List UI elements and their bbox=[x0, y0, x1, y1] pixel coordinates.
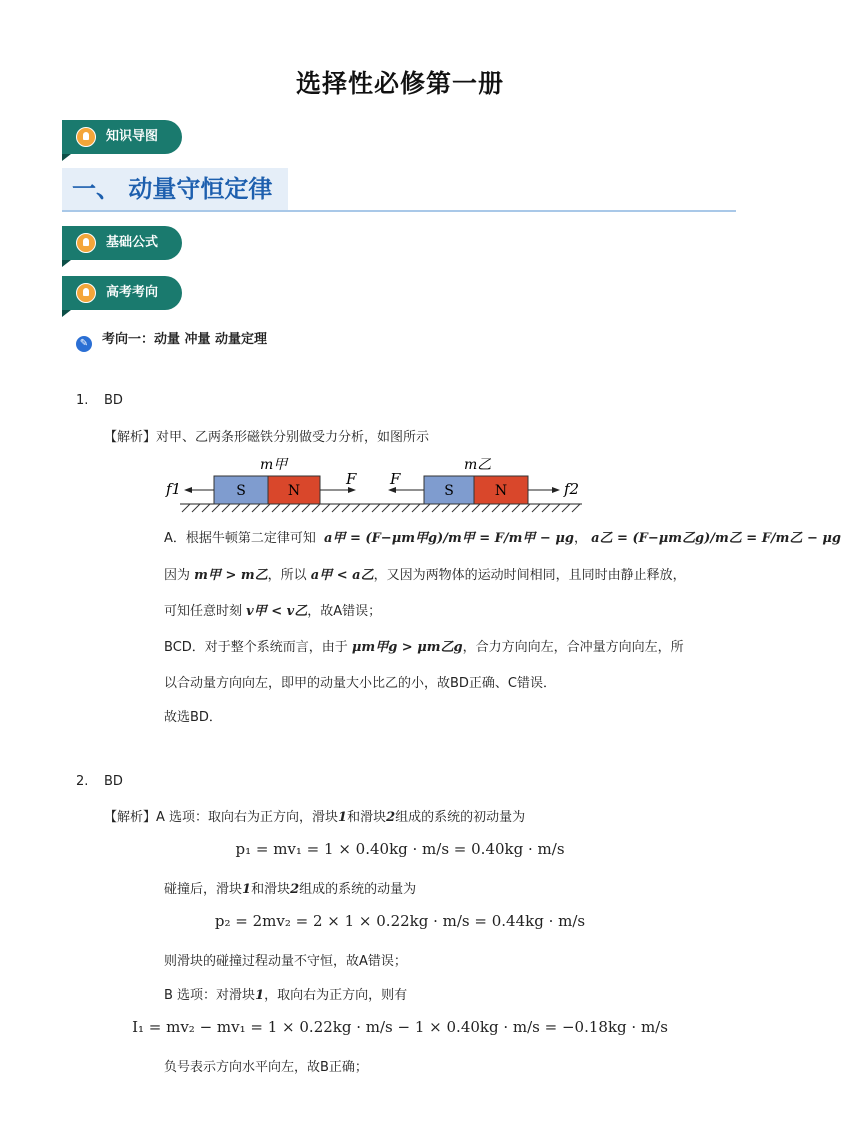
analysis-line-3 bbox=[164, 600, 381, 619]
question-answer: BD bbox=[104, 393, 123, 408]
line-a-prefix: A．根据牛顿第二定律可知 bbox=[164, 531, 316, 546]
magnet-right-n-label: N bbox=[494, 483, 508, 499]
magnet-right-s-label: S bbox=[444, 483, 454, 499]
section-tab-exam bbox=[62, 276, 182, 310]
q2-line-4 bbox=[164, 984, 407, 1003]
text-span: 碰撞后，滑块 bbox=[164, 882, 243, 897]
analysis-conclusion: 故选BD． bbox=[164, 710, 222, 725]
force-label-right: F bbox=[346, 470, 357, 488]
math-friction-compare: μm甲g > μm乙g bbox=[351, 640, 463, 655]
chapter-heading: 一、 动量守恒定律 bbox=[62, 168, 288, 210]
math-span: 1 bbox=[338, 810, 348, 825]
exam-direction-heading bbox=[76, 328, 267, 352]
friction-arrowhead-left bbox=[184, 487, 192, 493]
tab-label: 高考考向 bbox=[106, 285, 159, 300]
math-accel-compare: a甲 < a乙 bbox=[310, 568, 374, 583]
text-span: 可知任意时刻 bbox=[164, 604, 243, 619]
equation-impulse: I₁ = mv₂ − mv₁ = 1 × 0.22kg · m/s − 1 × 0.40kg · m/s = −0.18kg · m/s bbox=[132, 1018, 668, 1036]
text-span: 和滑块 bbox=[251, 882, 291, 897]
text-span: 和滑块 bbox=[347, 810, 387, 825]
tab-label: 基础公式 bbox=[106, 235, 159, 250]
lightbulb-icon bbox=[76, 283, 96, 303]
math-velocity-compare: v甲 < v乙 bbox=[246, 604, 308, 619]
question-answer: BD bbox=[104, 774, 123, 789]
friction-arrowhead-right bbox=[552, 487, 560, 493]
text-span: ，故A错误； bbox=[307, 604, 382, 619]
q2-line-2 bbox=[164, 878, 416, 897]
analysis-intro: 【解析】对甲、乙两条形磁铁分别做受力分析，如图所示 bbox=[104, 430, 430, 445]
math-mass-compare: m甲 > m乙 bbox=[194, 568, 268, 583]
left-mass-label: m甲 bbox=[260, 457, 288, 473]
q2-line-5: 负号表示方向水平向左，故B正确； bbox=[164, 1060, 368, 1075]
f1-label: f1 bbox=[166, 480, 182, 498]
ground-hatch bbox=[182, 504, 580, 512]
text-span: 组成的系统的初动量为 bbox=[395, 810, 526, 825]
section-tab-knowledge-map bbox=[62, 120, 182, 154]
lightbulb-icon bbox=[76, 127, 96, 147]
text-span: ，所以 bbox=[267, 568, 307, 583]
equation-p1: p₁ = mv₁ = 1 × 0.40kg · m/s = 0.40kg · m/s bbox=[235, 840, 565, 858]
equation-p2: p₂ = 2mv₂ = 2 × 1 × 0.22kg · m/s = 0.44kg · m/s bbox=[214, 912, 586, 930]
analysis-line-a: A．根据牛顿第二定律可知 a甲 = (F−μm甲g)/m甲 = F/m甲 − μg， a乙 = (F−μm乙g)/m乙 = F/m乙 − μg bbox=[164, 531, 841, 546]
analysis-line-5: 以合动量方向向左，即甲的动量大小比乙的小，故BD正确、C错误． bbox=[164, 676, 557, 691]
pencil-icon: ✎ bbox=[76, 336, 92, 352]
magnet-left-s-label: S bbox=[236, 483, 246, 499]
lightbulb-icon bbox=[76, 233, 96, 253]
math-span: 2 bbox=[386, 810, 396, 825]
section-tab-formula bbox=[62, 226, 182, 260]
exam-direction-text: 考向一：动量 冲量 动量定理 bbox=[102, 332, 268, 347]
text-span: BCD．对于整个系统而言，由于 bbox=[164, 640, 348, 655]
magnet-force-diagram bbox=[162, 452, 592, 518]
analysis-line-2 bbox=[164, 564, 686, 583]
text-span: 组成的系统的动量为 bbox=[299, 882, 417, 897]
tab-label: 知识导图 bbox=[106, 129, 159, 144]
f2-label: f2 bbox=[564, 480, 580, 498]
equation-a-jia: a甲 = (F−μm甲g)/m甲 = F/m甲 − μg bbox=[324, 531, 574, 546]
q2-line-3: 则滑块的碰撞过程动量不守恒，故A错误； bbox=[164, 954, 407, 969]
math-span: 1 bbox=[242, 882, 252, 897]
text-span: 【解析】A 选项：取向右为正方向，滑块 bbox=[104, 810, 339, 825]
text-span: ，又因为两物体的运动时间相同，且同时由静止释放， bbox=[373, 568, 686, 583]
chapter-divider bbox=[62, 210, 736, 212]
text-span: B 选项：对滑块 bbox=[164, 988, 256, 1003]
text-span: ，合力方向向左，合冲量方向向左，所 bbox=[462, 640, 684, 655]
math-span: 2 bbox=[290, 882, 300, 897]
q2-line-1 bbox=[104, 806, 525, 825]
magnet-left-n-label: N bbox=[287, 483, 301, 499]
question-number: 2. bbox=[76, 774, 89, 789]
math-span: 1 bbox=[255, 988, 265, 1003]
text-span: 因为 bbox=[164, 568, 191, 583]
right-mass-label: m乙 bbox=[464, 457, 492, 473]
equation-a-yi: a乙 = (F−μm乙g)/m乙 = F/m乙 − μg bbox=[591, 531, 841, 546]
text-span: ，取向右为正方向，则有 bbox=[264, 988, 408, 1003]
question-number: 1. bbox=[76, 393, 89, 408]
analysis-line-4 bbox=[164, 636, 684, 655]
page-title: 选择性必修第一册 bbox=[295, 69, 504, 98]
force-label-left: F bbox=[390, 470, 401, 488]
